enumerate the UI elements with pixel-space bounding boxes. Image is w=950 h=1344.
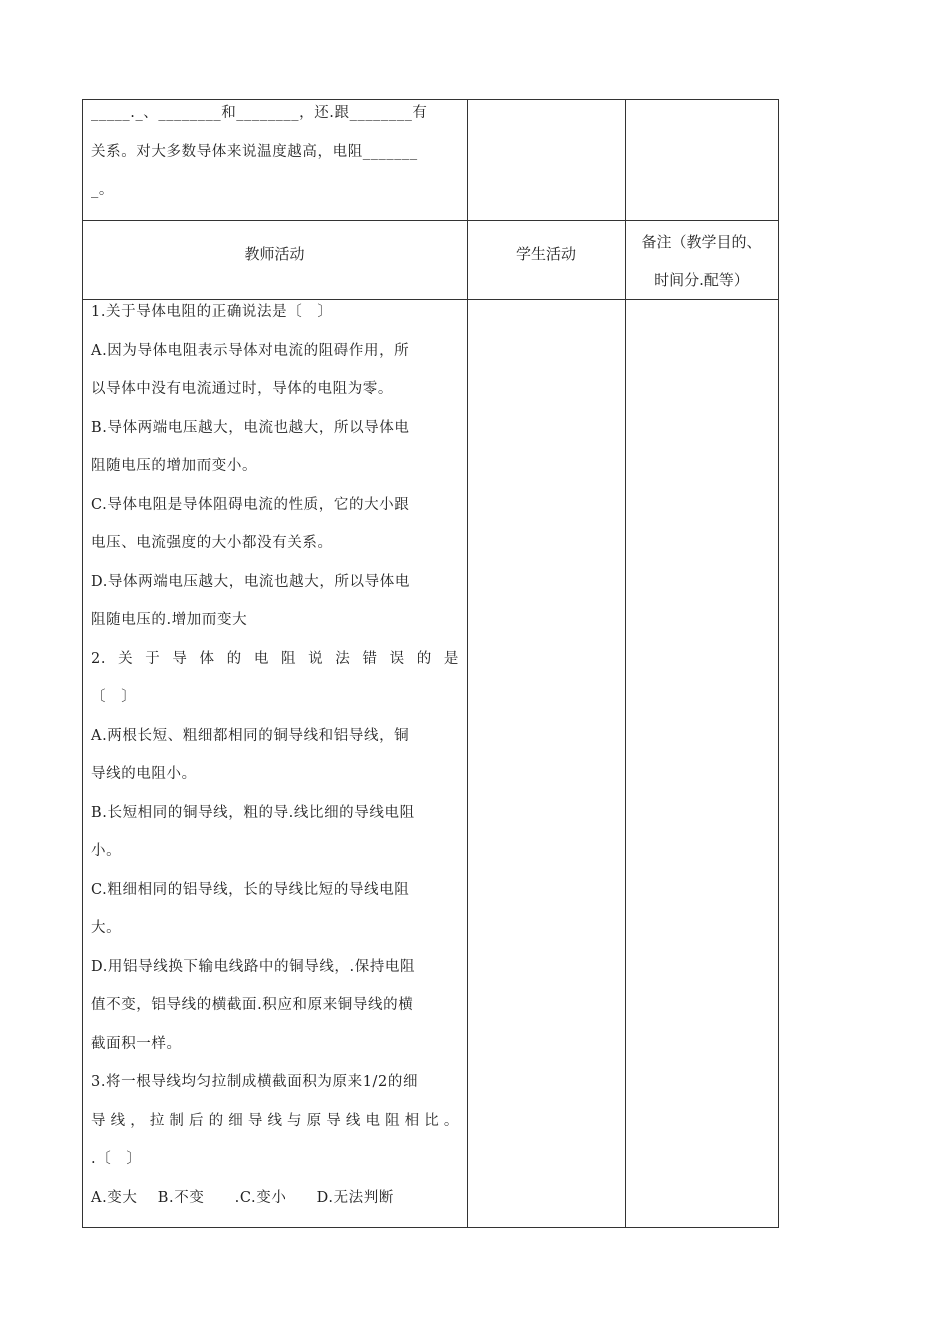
- q3-stem-line-2: 导线，拉制后的细导线与原导线电阻相比。: [91, 1112, 459, 1129]
- header-notes: [625, 223, 778, 299]
- q2-option-d-line-1: D.用铝导线换下输电线路中的铜导线，.保持电阻: [91, 958, 416, 975]
- q1-option-c-line-1: C.导体电阻是导体阻碍电流的性质，它的大小跟: [91, 496, 410, 513]
- q2-option-a-line-1: A.两根长短、粗细都相同的铜导线和铝导线，铜: [91, 727, 410, 744]
- q1-option-b-line-1: B.导体两端电压越大，电流也越大，所以导体电: [91, 419, 410, 436]
- header-notes-line-2: 时间分.配等）: [654, 271, 749, 289]
- q2-option-b-line-1: B.长短相同的铜导线，粗的导.线比细的导线电阻: [91, 804, 415, 821]
- q2-option-c-line-1: C.粗细相同的铝导线，长的导线比短的导线电阻: [91, 881, 410, 898]
- q1-option-d-line-1: D.导体两端电压越大，电流也越大，所以导体电: [91, 573, 410, 590]
- q1-option-a-line-2: 以导体中没有电流通过时，导体的电阻为零。: [91, 381, 393, 397]
- top-line-1: _____._、________和________，还.跟________有: [91, 105, 428, 121]
- q1-option-c-line-2: 电压、电流强度的大小都没有关系。: [91, 535, 333, 551]
- row-divider-1: [82, 220, 779, 221]
- top-block: [91, 94, 459, 210]
- q3-stem-line-1: 3.将一根导线均匀拉制成横截面积为原来1/2的细: [91, 1074, 419, 1090]
- column-divider-1: [467, 99, 468, 1228]
- top-line-3: _。: [91, 182, 114, 198]
- q3-stem-line-3: .〔 〕: [91, 1151, 142, 1167]
- table-right-border: [778, 99, 779, 1228]
- q2-option-b-line-2: 小。: [91, 843, 122, 859]
- q2-option-d-line-2: 值不变，铝导线的横截面.积应和原来铜导线的横: [91, 997, 414, 1013]
- questions-block: [91, 293, 459, 1217]
- q2-option-a-line-2: 导线的电阻小。: [91, 766, 197, 782]
- header-teacher-activity: 教师活动: [244, 245, 305, 263]
- q1-stem: 1.关于导体电阻的正确说法是〔 〕: [91, 304, 333, 320]
- q1-option-a-line-1: A.因为导体电阻表示导体对电流的阻碍作用，所: [91, 342, 410, 359]
- table-left-border: [82, 99, 83, 1228]
- header-notes-line-1: 备注（教学目的、: [641, 233, 762, 251]
- table-bottom-border: [82, 1227, 779, 1228]
- q1-option-d-line-2: 阻随电压的.增加而变大: [91, 612, 248, 628]
- header-student-activity: 学生活动: [515, 245, 576, 263]
- q2-option-d-line-3: 截面积一样。: [91, 1035, 182, 1052]
- q2-option-c-line-2: 大。: [91, 920, 122, 936]
- top-line-2: 关系。对大多数导体来说温度越高，电阻_______: [91, 143, 418, 160]
- q2-stem-line-2: 〔 〕: [91, 689, 137, 705]
- q1-option-b-line-2: 阻随电压的增加而变小。: [91, 458, 258, 474]
- q2-stem-line-1: 2.关于导体的电阻说法错误的是: [91, 650, 459, 667]
- q3-options: A.变大 B.不变 .C.变小 D.无法判断: [91, 1189, 394, 1206]
